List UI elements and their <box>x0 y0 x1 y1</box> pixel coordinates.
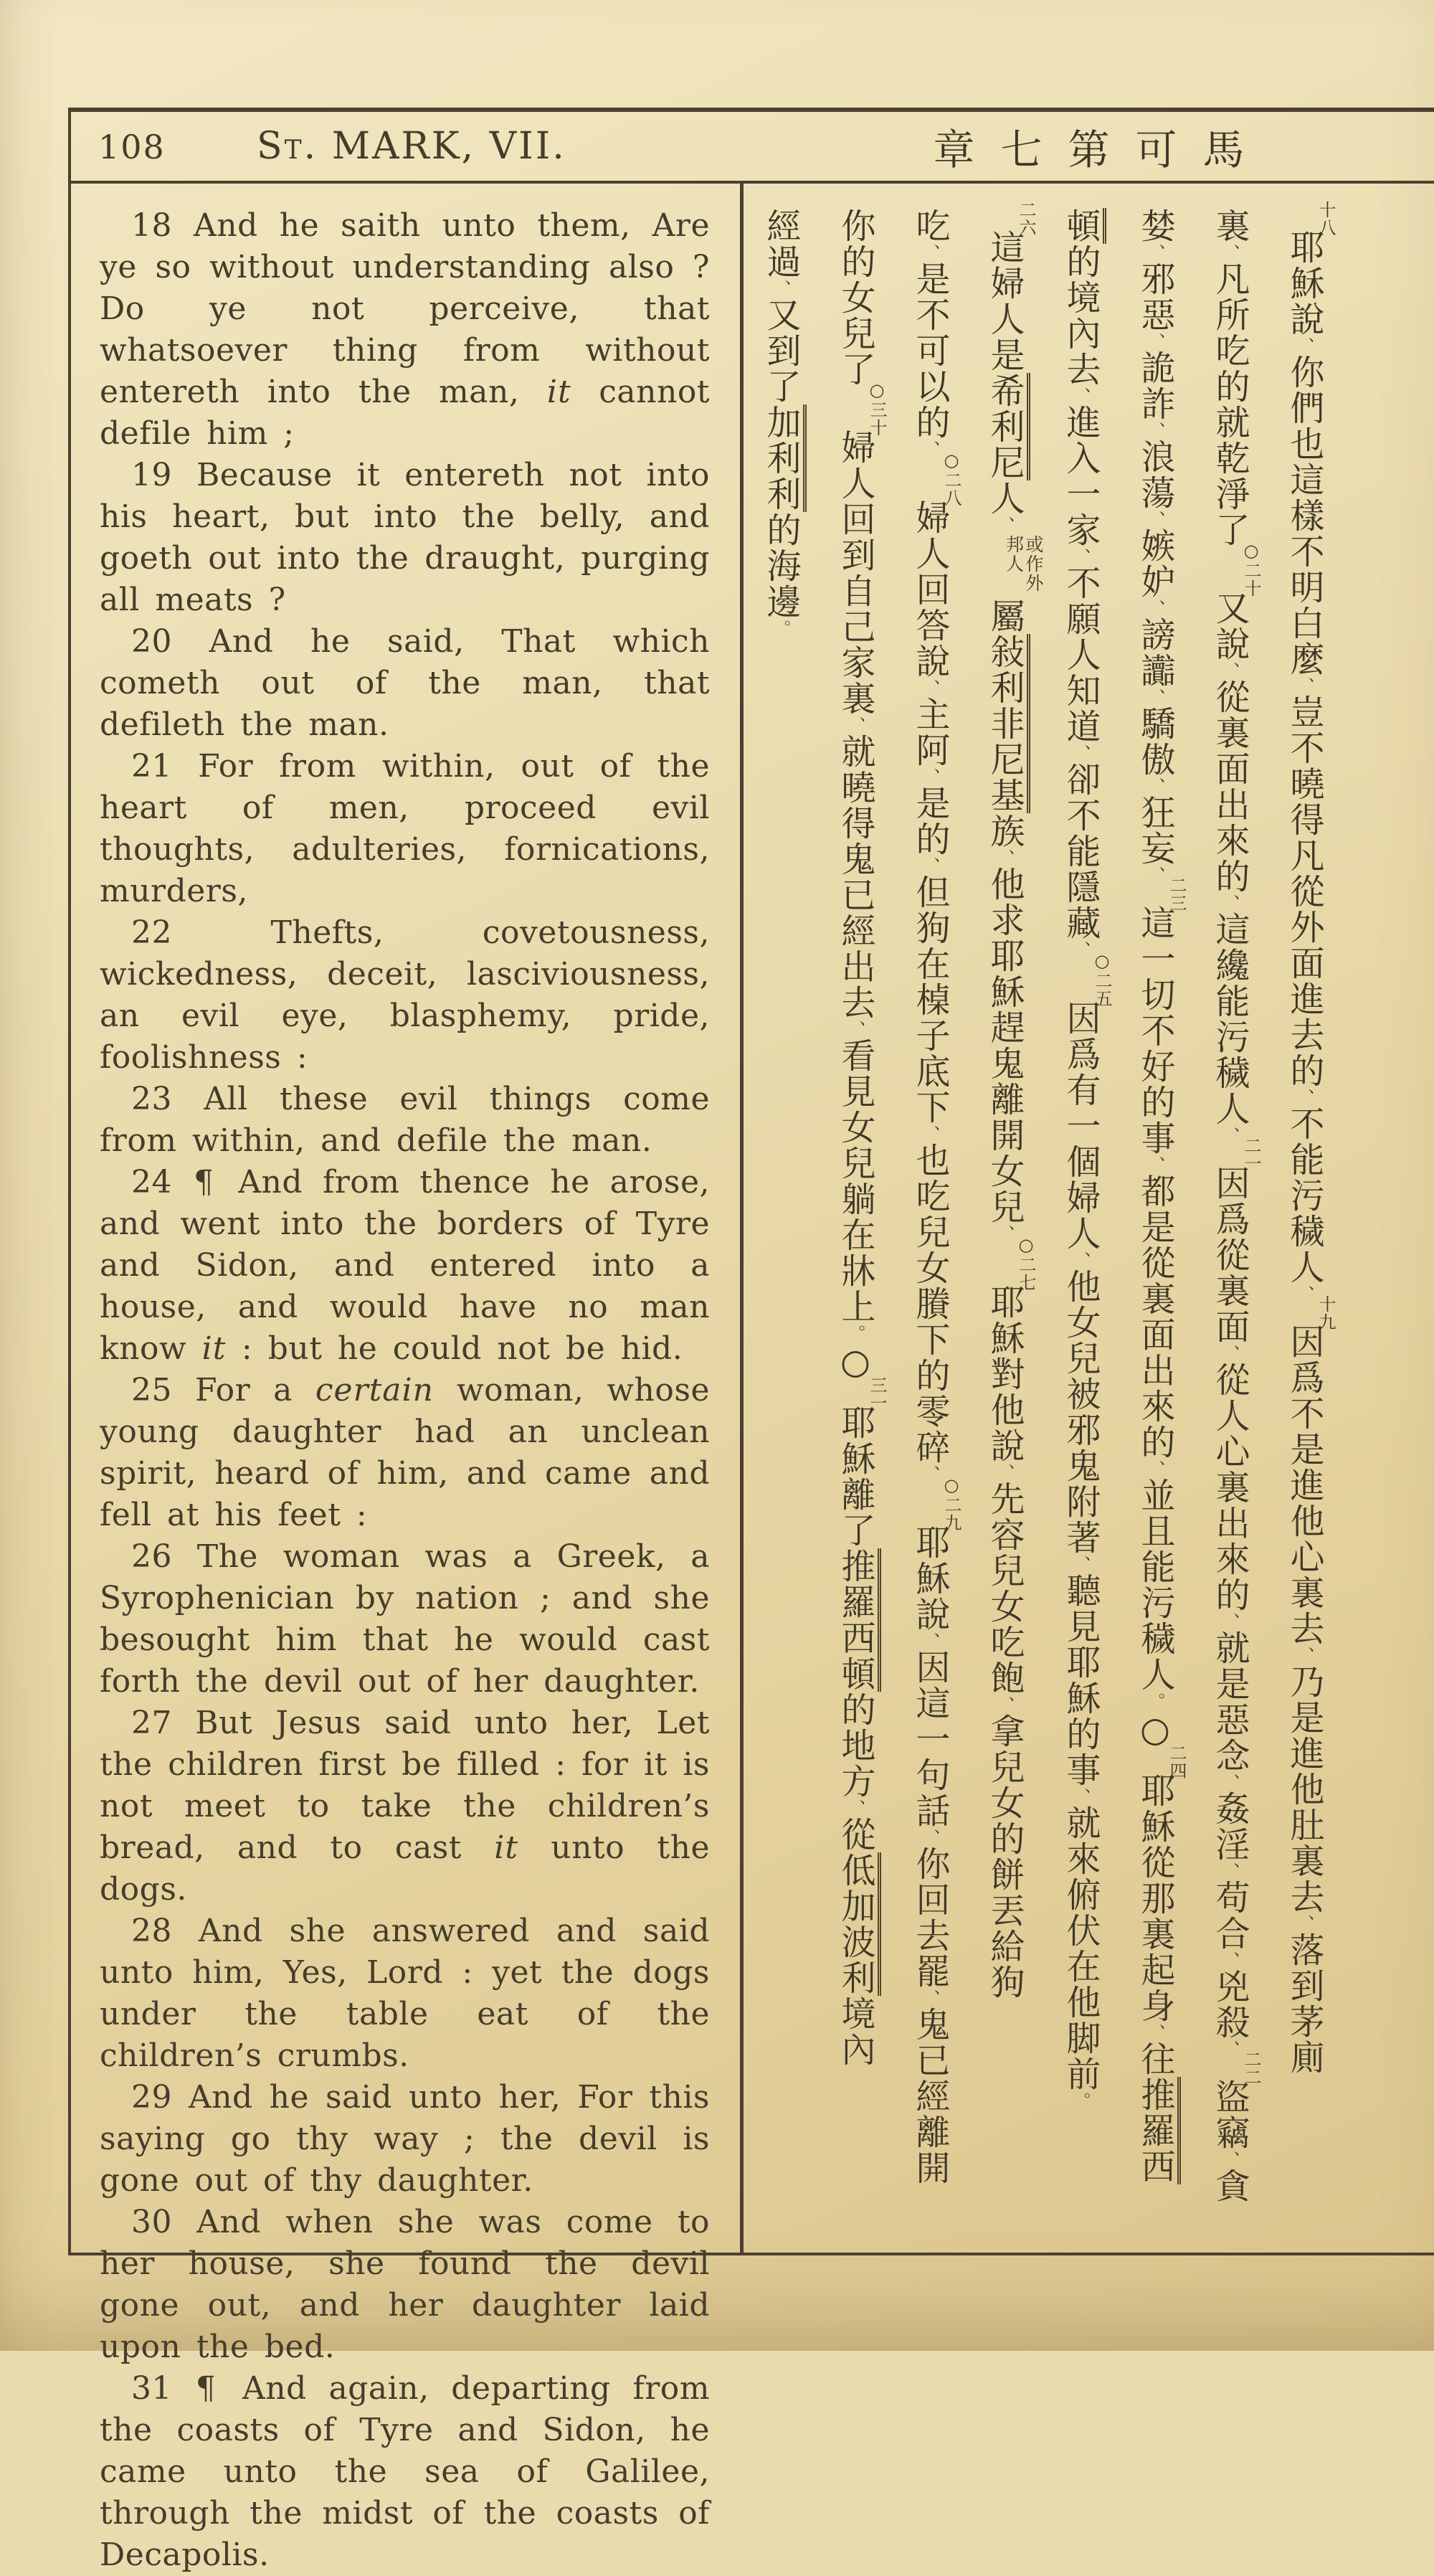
verse-paragraph <box>100 1370 710 1536</box>
proper-name-mark: 希利尼 <box>984 373 1030 480</box>
pilcrow-mark: ¶ <box>195 2370 217 2407</box>
chinese-column: 經過、又到了加利利的海邊。 <box>744 208 818 2242</box>
cjk-punctuation: 、 <box>1145 866 1165 884</box>
header-right <box>744 116 1434 176</box>
proper-name-mark: 頓 <box>1060 208 1106 244</box>
running-title-english: St. MARK, VII. <box>257 125 566 168</box>
verse-text: And from thence he arose, and went into the borders of Tyre and Sidon, and entered into a house, and would have no man know <box>100 1164 710 1367</box>
verse-number: 27 <box>131 1705 172 1741</box>
verse-text: And when she was come to her house, she found the devil gone out, and her daughter laid upon the bed. <box>100 2204 710 2365</box>
cjk-punctuation: 、 <box>1294 337 1314 354</box>
cjk-punctuation: 、 <box>1145 422 1165 439</box>
proper-name-mark: 推羅西 <box>1135 2077 1181 2184</box>
verse-text: unto the dogs. <box>100 1829 710 1908</box>
proper-name-mark: 低加波利 <box>835 1852 881 1996</box>
cjk-punctuation: 、 <box>920 857 940 874</box>
verse-paragraph <box>100 1910 710 2077</box>
cjk-punctuation: 。 <box>845 1325 865 1342</box>
cjk-punctuation: 、 <box>1145 244 1165 261</box>
cjk-punctuation: 、 <box>1070 548 1091 565</box>
verse-paragraph <box>100 1703 710 1910</box>
verse-number: 20 <box>131 623 172 660</box>
italic-word: certain <box>315 1372 434 1408</box>
cjk-punctuation: 、 <box>994 1464 1015 1481</box>
verse-paragraph <box>100 205 710 455</box>
running-title-chinese: 章七第可馬 <box>933 126 1271 174</box>
cjk-punctuation: 、 <box>1145 777 1165 795</box>
cjk-punctuation: 、 <box>994 1225 1015 1242</box>
italic-word: it <box>494 1829 519 1866</box>
cjk-punctuation: 、 <box>920 1829 940 1846</box>
chinese-column: 十八耶穌說、你們也這樣不明白麼、豈不曉得凡從外面進去的、不能污穢人、十九因爲不是進他心裏去、乃是進他肚裏去、落到茅廁 <box>1284 201 1336 2075</box>
verse-number-annotation: ○二七 <box>1016 1235 1036 1292</box>
cjk-punctuation: 、 <box>1220 1774 1240 1791</box>
cjk-punctuation: 、 <box>920 1632 940 1649</box>
cjk-punctuation: 、 <box>994 849 1015 866</box>
cjk-punctuation: 、 <box>1070 387 1091 404</box>
verse-number-annotation: ○三十 <box>867 380 887 437</box>
verse-number-annotation: ○二九 <box>941 1475 961 1532</box>
verse-text: But Jesus said unto her, Let the children first be filled : for it is not meet to take the children’s bread, and to cast <box>100 1705 710 1866</box>
verse-number-annotation: 三一 <box>867 1376 887 1412</box>
cjk-punctuation: 、 <box>1220 244 1240 261</box>
verse-number: 24 <box>131 1164 172 1201</box>
verse-number: 29 <box>131 2079 172 2116</box>
verse-paragraph <box>100 2202 710 2368</box>
verse-number: 31 <box>131 2370 172 2407</box>
cjk-punctuation: 、 <box>1294 1285 1314 1302</box>
cjk-punctuation: 、 <box>1294 1647 1314 1664</box>
verse-text: : but he could not be hid. <box>226 1330 683 1367</box>
cjk-punctuation: 、 <box>1070 1555 1091 1573</box>
cjk-punctuation: 、 <box>920 1125 940 1142</box>
cjk-punctuation: 、 <box>1070 1251 1091 1269</box>
cjk-punctuation: 、 <box>1220 1127 1240 1144</box>
page-body <box>71 184 1434 2573</box>
cjk-punctuation: 、 <box>1220 2151 1240 2168</box>
verse-number-annotation: 十九 <box>1316 1295 1336 1331</box>
verse-paragraph <box>100 912 710 1079</box>
verse-paragraph <box>100 746 710 912</box>
verse-number: 22 <box>131 914 172 951</box>
cjk-punctuation: 、 <box>845 1021 865 1038</box>
chinese-column: 裏、凡所吃的就乾淨了○二十又說、從裏面出來的、這纔能污穢人、二一因爲從裏面、從人心裏出來的、就是惡念、姦淫、苟合、兇殺、二二盜竊、貪 <box>1210 208 1261 2204</box>
cjk-punctuation: 、 <box>1294 1915 1314 1932</box>
verse-number: 18 <box>131 207 172 244</box>
cjk-punctuation: 、 <box>1145 1156 1165 1173</box>
cjk-punctuation: 、 <box>1070 744 1091 762</box>
italic-word: it <box>201 1330 227 1367</box>
italic-word: it <box>546 374 571 410</box>
verse-number-annotation: ○二五 <box>1092 951 1112 1008</box>
verse-number: 30 <box>131 2204 172 2240</box>
cjk-punctuation: 、 <box>1220 1862 1240 1880</box>
cjk-punctuation: 、 <box>1220 1613 1240 1630</box>
cjk-punctuation: 、 <box>1220 662 1240 679</box>
chinese-column: 頓的境內去、進入一家、不願人知道、卻不能隱藏、○二五因爲有一個婦人、他女兒被邪鬼附著、聽見耶穌的事、就來俯伏在他脚前。 <box>1060 208 1112 2109</box>
verse-number: 28 <box>131 1913 172 1949</box>
verse-text: For from within, out of the heart of men, proceed evil thoughts, adulteries, fornications, murders, <box>100 748 710 909</box>
verse-text: cannot defile him ; <box>100 374 710 452</box>
cjk-punctuation: 、 <box>1070 1788 1091 1805</box>
verse-paragraph <box>100 1162 710 1370</box>
english-column <box>71 184 744 2573</box>
header-left <box>71 125 744 168</box>
verse-text: And he said unto her, For this saying go thy way ; the devil is gone out of thy daughter. <box>100 2079 710 2199</box>
verse-text: woman, whose young daughter had an unclean spirit, heard of him, and came and fell at his feet : <box>100 1372 710 1533</box>
verse-text: All these evil things come from within, and defile the man. <box>100 1081 710 1159</box>
verse-paragraph <box>100 621 710 746</box>
chinese-panel <box>744 184 1434 2253</box>
page-number: 108 <box>98 128 166 166</box>
verse-paragraph <box>100 1536 710 1703</box>
cjk-punctuation: 。 <box>1145 1692 1165 1710</box>
cjk-punctuation: 、 <box>1145 2024 1165 2041</box>
cjk-punctuation: 、 <box>1220 2040 1240 2058</box>
cjk-punctuation: 、 <box>994 516 1015 534</box>
cjk-punctuation: 、 <box>1070 941 1091 958</box>
cjk-punctuation: 、 <box>1294 1089 1314 1106</box>
verse-text: And she answered and said unto him, Yes, Lord : yet the dogs under the table eat of the children’s crumbs. <box>100 1913 710 2074</box>
verse-number-annotation: 十八 <box>1316 201 1336 237</box>
chinese-column: 你的女兒了○三十婦人回到自己家裏、就曉得鬼已經出去、看見女兒躺在牀上。○三一耶穌離了推羅西頓的地方、從低加波利境內 <box>835 208 887 2068</box>
cjk-punctuation: 、 <box>994 1696 1015 1713</box>
chinese-column: 二六這婦人是希利尼人、或作外邦人屬敍利非尼基族、他求耶穌趕鬼離開女兒、○二七耶穌對他說、先容兒女吃飽、拿兒女的餅丟給狗 <box>984 201 1044 2000</box>
verse-paragraph <box>100 2077 710 2202</box>
verse-text: The woman was a Greek, a Syrophenician by nation ; and she besought him that he would cast forth the devil out of her daughter. <box>100 1538 710 1700</box>
verse-paragraph <box>100 1079 710 1162</box>
cjk-punctuation: 、 <box>1220 894 1240 911</box>
verse-number: 26 <box>131 1538 172 1575</box>
chinese-text <box>744 201 1342 2242</box>
cjk-punctuation: 、 <box>845 716 865 734</box>
cjk-punctuation: 、 <box>1145 600 1165 617</box>
verse-number: 25 <box>131 1372 172 1408</box>
cjk-punctuation: 、 <box>1145 1460 1165 1477</box>
translator-note: 或作外邦人 <box>1003 535 1044 593</box>
cjk-punctuation: 。 <box>1070 2092 1091 2109</box>
verse-text: And again, departing from the coasts of Tyre and Sidon, he came unto the sea of Galilee, through the midst of the coasts of Decapolis. <box>100 2370 710 2573</box>
cjk-punctuation: 、 <box>845 1799 865 1817</box>
cjk-punctuation: 、 <box>1294 677 1314 694</box>
proper-name-mark: 加利利 <box>761 404 807 512</box>
verse-number: 19 <box>131 457 172 493</box>
cjk-punctuation: 、 <box>920 679 940 696</box>
page-frame <box>68 108 1434 2573</box>
cjk-punctuation: 、 <box>920 244 940 261</box>
cjk-punctuation: 、 <box>1145 333 1165 350</box>
cjk-punctuation: 、 <box>1145 511 1165 528</box>
chinese-column: 吃、是不可以的、○二八婦人回答說、主阿、是的、但狗在槕子底下、也吃兒女賸下的零碎、○二九耶穌說、因這一句話、你回去罷、鬼已經離開 <box>910 208 961 2186</box>
verse-text: And he saith unto them, Are ye so without understanding also ? Do ye not perceive, that whatsoever thing from without entereth into the man, <box>100 207 710 410</box>
verse-text: For a <box>195 1372 315 1408</box>
verse-number: 23 <box>131 1081 172 1117</box>
cjk-punctuation: 、 <box>1220 1951 1240 1969</box>
cjk-punctuation: 、 <box>771 280 791 297</box>
verse-text: Because it entereth not into his heart, but into the belly, and goeth out into the draught, purging all meats ? <box>100 457 710 618</box>
cjk-punctuation: 、 <box>920 768 940 785</box>
cjk-punctuation: 、 <box>1145 688 1165 706</box>
verse-paragraph <box>100 455 710 621</box>
verse-number-annotation: 二一 <box>1241 1137 1261 1173</box>
verse-paragraph <box>100 2368 710 2576</box>
verse-number-annotation: ○二八 <box>941 450 961 507</box>
verse-number-annotation: 二四 <box>1167 1744 1187 1780</box>
cjk-punctuation: 、 <box>1220 1345 1240 1362</box>
chinese-column: 婪、邪惡、詭詐、浪蕩、嫉妒、謗讟、驕傲、狂妄、二三這一切不好的事、都是從裏面出來的、並且能污穢人。○二四耶穌從那裏起身、往推羅西 <box>1135 208 1187 2184</box>
verse-number-annotation: 二二 <box>1241 2050 1261 2086</box>
verse-text: And he said, That which cometh out of the man, that defileth the man. <box>100 623 710 743</box>
verse-number-annotation: 二六 <box>1016 201 1036 237</box>
verse-number: 21 <box>131 748 172 785</box>
proper-name-mark: 推羅西頓 <box>835 1548 881 1692</box>
proper-name-mark: 敍利非尼基 <box>984 634 1030 813</box>
cjk-punctuation: 、 <box>920 440 940 458</box>
page-header <box>71 112 1434 184</box>
cjk-punctuation: 、 <box>920 1989 940 2007</box>
pilcrow-mark: ¶ <box>193 1164 214 1201</box>
verse-number-annotation: ○二十 <box>1241 541 1261 597</box>
cjk-punctuation: 。 <box>771 620 791 637</box>
cjk-punctuation: 、 <box>920 1465 940 1482</box>
verse-text: Thefts, covetousness, wickedness, deceit, lasciviousness, an evil eye, blasphemy, pride, foolishness : <box>100 914 710 1076</box>
verse-number-annotation: 二三 <box>1167 876 1187 912</box>
